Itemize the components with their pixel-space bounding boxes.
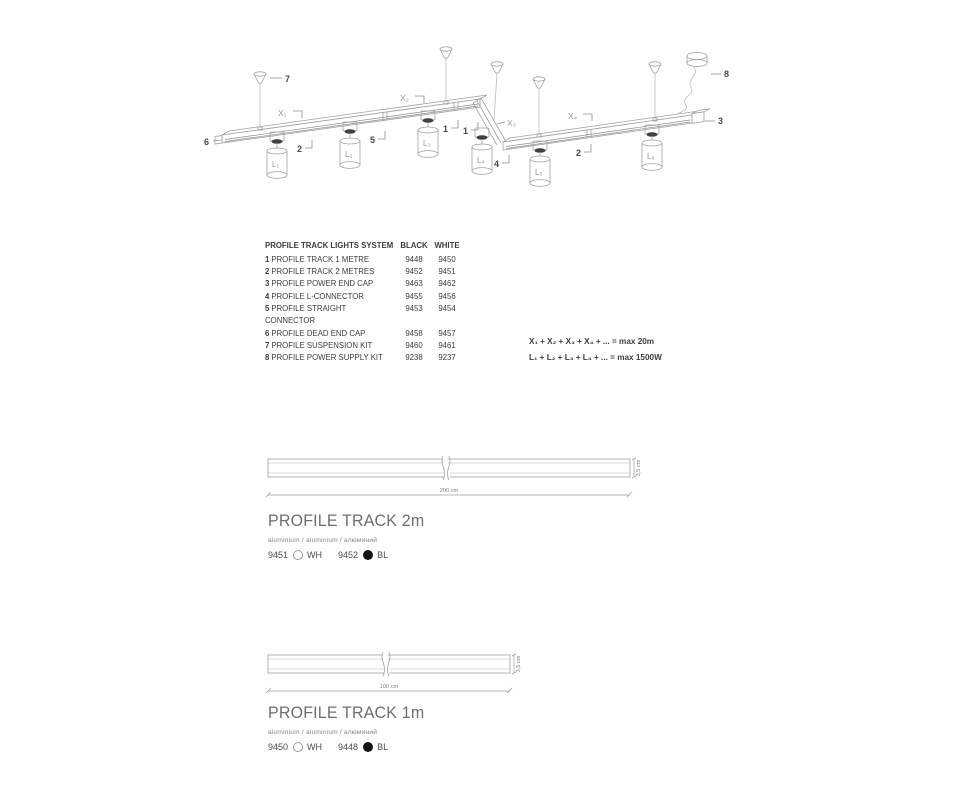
- variant-white: WH: [307, 550, 323, 560]
- suspension-kit-cones: [254, 47, 661, 88]
- spotlight-l2: [340, 122, 360, 168]
- table-row: 4 PROFILE L-CONNECTOR 9455 9456: [265, 291, 456, 301]
- table-row: 8 PROFILE POWER SUPPLY KIT 9238 9237: [265, 353, 456, 363]
- callout-3: 3: [718, 116, 724, 126]
- product-codes: [268, 550, 388, 560]
- x2-label: X₂: [400, 93, 409, 103]
- white-swatch-icon: [293, 550, 303, 560]
- white-swatch-icon: [293, 742, 303, 752]
- code-black: 9448: [338, 742, 359, 752]
- product-materials: aluminium / aluminium / алюминий: [268, 729, 378, 736]
- light-label: L₂: [345, 150, 353, 159]
- system-limits: [529, 334, 662, 366]
- spotlight-l4: [472, 128, 492, 174]
- product-title: PROFILE TRACK 2m: [268, 511, 425, 530]
- product-profile-track-2m: [262, 448, 682, 583]
- track-1: [215, 95, 487, 144]
- table-row: 6 PROFILE DEAD END CAP 9458 9457: [265, 328, 456, 338]
- track-2: [503, 109, 710, 150]
- black-swatch-icon: [363, 550, 373, 560]
- table-row: 3 PROFILE POWER END CAP 9463 9462: [265, 279, 456, 289]
- max-length-formula: X₁ + X₂ + X₃ + X₄ + ... = max 20m: [529, 337, 655, 346]
- callout-2a: 2: [297, 144, 303, 154]
- code-white: 9450: [268, 742, 289, 752]
- code-black: 9452: [338, 550, 359, 560]
- parts-table-title: PROFILE TRACK LIGHTS SYSTEM: [265, 241, 394, 250]
- product-title: PROFILE TRACK 1m: [268, 703, 425, 722]
- callout-2b: 2: [576, 148, 582, 158]
- callout-5: 5: [370, 135, 376, 145]
- callout-7: 7: [285, 74, 291, 84]
- length-dimension-label: 100 cm: [379, 684, 399, 690]
- callout-6: 6: [204, 137, 210, 147]
- light-label: L₆: [647, 152, 655, 161]
- track-system-diagram: [200, 35, 740, 220]
- track-1m-drawing: [262, 644, 562, 706]
- light-label: L₁: [272, 160, 280, 169]
- light-label: L₄: [477, 156, 485, 165]
- product-profile-track-1m: [262, 644, 592, 779]
- height-dimension-label: 3,5 cm: [636, 459, 642, 477]
- column-black: BLACK: [400, 241, 428, 250]
- spotlight-l6: [642, 125, 662, 170]
- parts-table-header: [265, 240, 464, 252]
- power-supply-kit: [674, 53, 707, 118]
- x3-label: X₃: [507, 118, 517, 128]
- track-2m-drawing: [262, 448, 662, 510]
- callout-1a: 1: [443, 124, 449, 134]
- x4-label: X₄: [568, 111, 578, 121]
- column-white: WHITE: [434, 241, 460, 250]
- callout-8: 8: [724, 69, 730, 79]
- code-white: 9451: [268, 550, 289, 560]
- product-codes: [268, 742, 388, 752]
- product-materials: aluminium / aluminium / алюминий: [268, 537, 378, 544]
- table-row: 7 PROFILE SUSPENSION KIT 9460 9461: [265, 340, 456, 350]
- table-row: 1 PROFILE TRACK 1 METRE 9448 9450: [265, 254, 456, 264]
- parts-table: [265, 240, 464, 365]
- light-label: L₃: [423, 139, 431, 148]
- spotlight-l3: [418, 111, 438, 157]
- variant-black: BL: [377, 742, 389, 752]
- black-swatch-icon: [363, 742, 373, 752]
- x1-label: X₁: [278, 108, 287, 118]
- spotlight-l1: [267, 132, 287, 178]
- callout-1b: 1: [463, 126, 469, 136]
- table-row: 5 PROFILE STRAIGHT CONNECTOR 9453 9454: [265, 303, 456, 326]
- callout-4: 4: [494, 159, 500, 169]
- spotlight-l5: [530, 141, 550, 186]
- variant-black: BL: [377, 550, 389, 560]
- table-row: 2 PROFILE TRACK 2 METRES 9452 9451: [265, 266, 456, 276]
- variant-white: WH: [307, 742, 323, 752]
- max-power-formula: L₁ + L₂ + L₃ + L₄ + ... = max 1500W: [529, 353, 662, 362]
- light-label: L₅: [535, 168, 543, 177]
- height-dimension-label: 3,5 cm: [516, 655, 522, 673]
- length-dimension-label: 200 cm: [439, 488, 459, 494]
